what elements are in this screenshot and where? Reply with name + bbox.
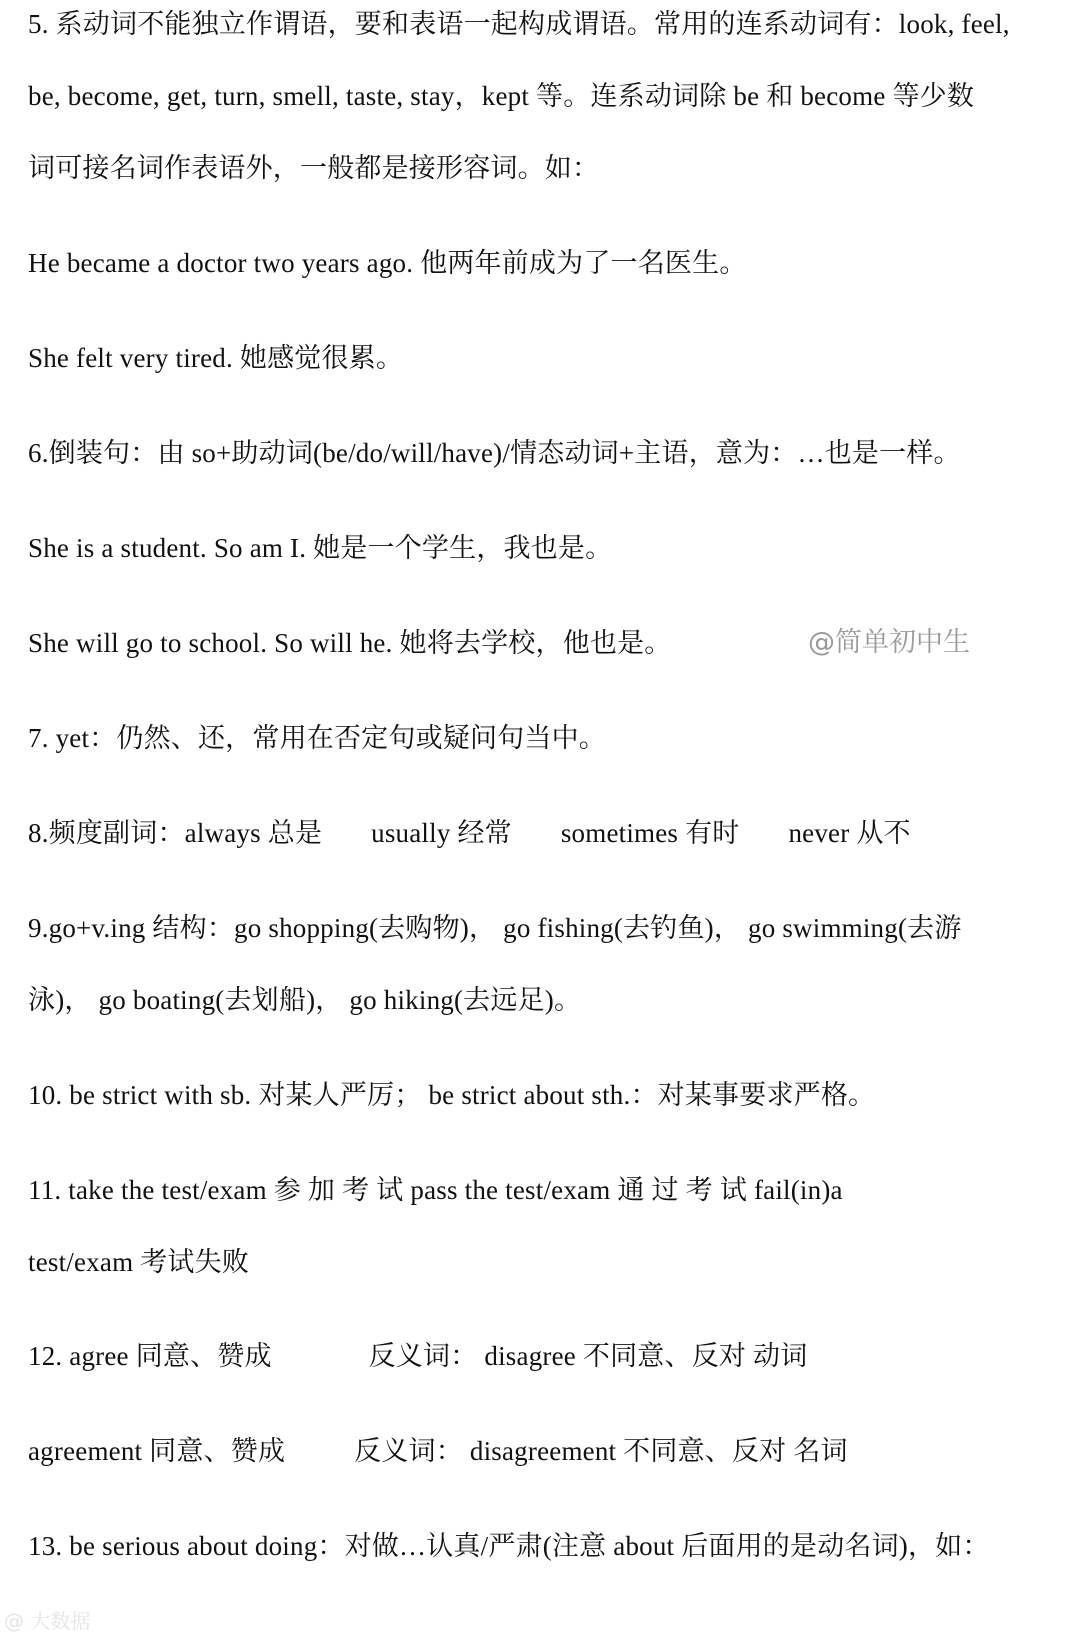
text-segment: agreement 同意、赞成 xyxy=(28,1436,286,1466)
text-segment: 8.频度副词：always 总是 xyxy=(28,818,323,848)
text-line: 6.倒装句：由 so+助动词(be/do/will/have)/情态动词+主语，意为：…也是一样。 xyxy=(28,438,961,468)
text-line: 7. yet：仍然、还，常用在否定句或疑问句当中。 xyxy=(28,723,606,753)
text-line: He became a doctor two years ago. 他两年前成为了一名医生。 xyxy=(28,248,747,278)
text-line: test/exam 考试失败 xyxy=(28,1247,250,1277)
text-segment: sometimes 有时 xyxy=(560,818,740,848)
text-segment: never 从不 xyxy=(788,818,911,848)
text-segment: usually 经常 xyxy=(371,818,512,848)
text-segment: 12. agree 同意、赞成 xyxy=(28,1341,272,1371)
corner-watermark: @ 大数据 xyxy=(4,1609,91,1633)
text-line: 泳)， go boating(去划船)， go hiking(去远足)。 xyxy=(28,985,582,1015)
text-segment: 反义词： disagreement 不同意、反对 名词 xyxy=(354,1436,848,1466)
agree-line xyxy=(28,1338,1052,1374)
frequency-adverbs-line xyxy=(28,815,1052,851)
text-line: be, become, get, turn, smell, taste, stay，kept 等。连系动词除 be 和 become 等少数 xyxy=(28,81,975,111)
text-line: She felt very tired. 她感觉很累。 xyxy=(28,343,404,373)
text-line: 13. be serious about doing：对做…认真/严肃(注意 about 后面用的是动名词)，如： xyxy=(28,1531,990,1561)
text-line: 5. 系动词不能独立作谓语，要和表语一起构成谓语。常用的连系动词有：look, feel, xyxy=(28,9,1010,39)
text-line: 10. be strict with sb. 对某人严厉； be strict about sth.：对某事要求严格。 xyxy=(28,1080,876,1110)
text-line: She is a student. So am I. 她是一个学生，我也是。 xyxy=(28,533,613,563)
text-line: 词可接名词作表语外，一般都是接形容词。如： xyxy=(28,153,600,183)
agreement-line xyxy=(28,1433,1052,1469)
text-line: She will go to school. So will he. 她将去学校，他也是。 xyxy=(28,628,672,658)
text-line: 11. take the test/exam 参 加 考 试 pass the test/exam 通 过 考 试 fail(in)a xyxy=(28,1175,843,1205)
text-line: 9.go+v.ing 结构：go shopping(去购物)， go fishing(去钓鱼)， go swimming(去游 xyxy=(28,913,962,943)
watermark-text: @简单初中生 xyxy=(808,627,970,658)
text-segment: 反义词： disagree 不同意、反对 动词 xyxy=(368,1341,808,1371)
